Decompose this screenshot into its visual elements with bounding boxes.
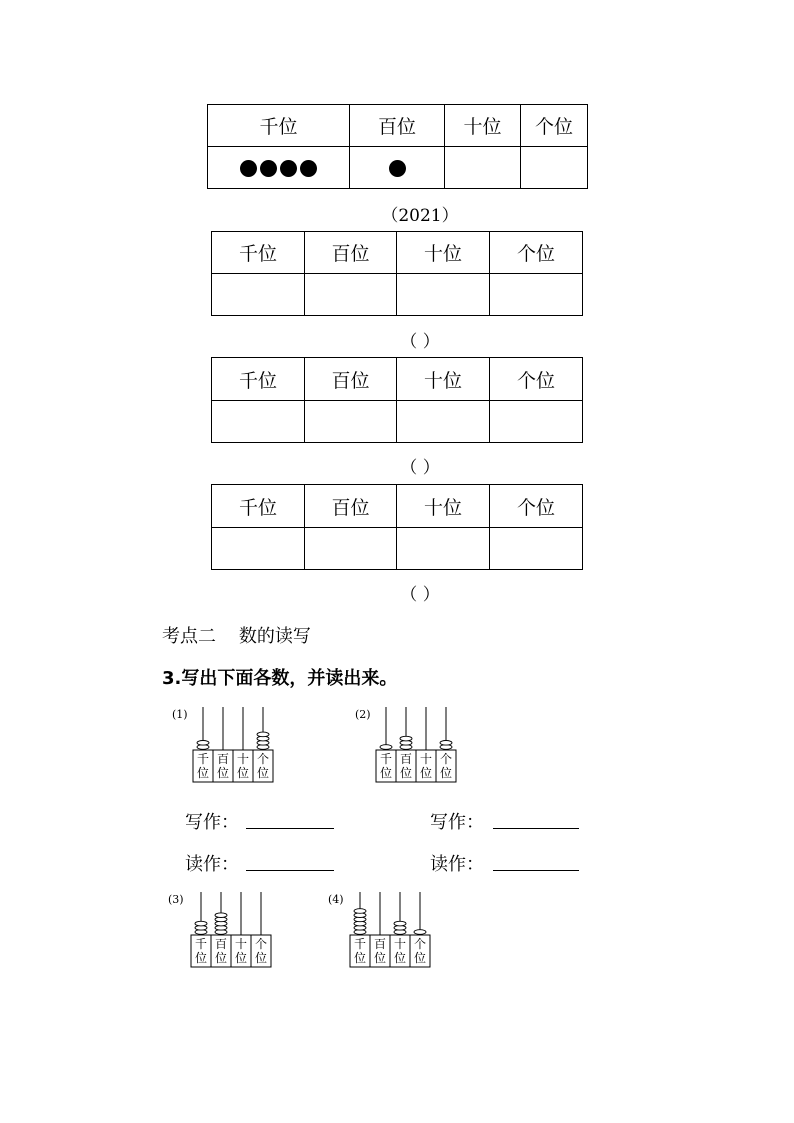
header-tens: 十位 [445, 105, 521, 147]
abacus-column-label: 位 [353, 951, 367, 965]
abacus-column-label: 千 [379, 752, 393, 766]
dots-hundreds [350, 147, 445, 189]
abacus-1-tag: (1) [172, 708, 188, 721]
abacus-bead [195, 921, 207, 926]
place-value-table-1 [207, 104, 588, 189]
dots-tens [445, 147, 521, 189]
abacus-drawing [375, 705, 457, 784]
abacus-column-label: 位 [196, 766, 210, 780]
counter-dot [260, 160, 277, 177]
table4-caption[interactable]: （ ） [400, 585, 440, 605]
abacus-drawing [192, 705, 274, 784]
abacus-column-label: 千 [194, 937, 208, 951]
abacus-column-label: 位 [236, 766, 250, 780]
table2-caption[interactable]: （ ） [400, 332, 440, 352]
abacus-drawing [349, 890, 431, 969]
header-ones: 个位 [490, 358, 583, 401]
empty-cell[interactable] [490, 528, 583, 570]
abacus-bead [197, 741, 209, 746]
abacus-2 [375, 705, 457, 784]
abacus-drawing [190, 890, 272, 969]
header-ones: 个位 [521, 105, 588, 147]
abacus-column-label: 个 [256, 752, 270, 766]
header-thousands: 千位 [212, 232, 305, 274]
abacus-2-tag: (2) [355, 708, 371, 721]
abacus-column-label: 位 [216, 766, 230, 780]
header-thousands: 千位 [212, 358, 305, 401]
place-value-table-3 [211, 357, 583, 443]
abacus-column-label: 位 [419, 766, 433, 780]
header-thousands: 千位 [208, 105, 350, 147]
question-3: 3.写出下面各数，并读出来。 [162, 668, 398, 689]
counter-dot [300, 160, 317, 177]
abacus-column-label: 位 [256, 766, 270, 780]
abacus-column-label: 位 [399, 766, 413, 780]
abacus-3-tag: (3) [168, 893, 184, 906]
abacus-bead [400, 736, 412, 741]
counter-dot [240, 160, 257, 177]
table1-caption: （2021） [381, 206, 459, 226]
empty-cell[interactable] [490, 274, 583, 316]
header-ones: 个位 [490, 232, 583, 274]
abacus-bead [414, 930, 426, 935]
abacus-column-label: 十 [236, 752, 250, 766]
abacus-column-label: 位 [214, 951, 228, 965]
empty-cell[interactable] [212, 274, 305, 316]
table3-caption[interactable]: （ ） [400, 458, 440, 478]
abacus-column-label: 十 [393, 937, 407, 951]
abacus-column-label: 千 [196, 752, 210, 766]
header-hundreds: 百位 [305, 232, 397, 274]
place-value-table-2 [211, 231, 583, 316]
abacus-column-label: 个 [439, 752, 453, 766]
write-label-2: 写作： [430, 812, 484, 833]
empty-cell[interactable] [212, 528, 305, 570]
abacus-column-label: 十 [234, 937, 248, 951]
place-value-table-4 [211, 484, 583, 570]
empty-cell[interactable] [305, 528, 397, 570]
abacus-column-label: 百 [399, 752, 413, 766]
write-answer-1[interactable] [246, 828, 334, 829]
abacus-column-label: 位 [379, 766, 393, 780]
empty-cell[interactable] [397, 274, 490, 316]
header-tens: 十位 [397, 232, 490, 274]
abacus-bead [380, 745, 392, 750]
empty-cell[interactable] [305, 401, 397, 443]
abacus-column-label: 位 [234, 951, 248, 965]
read-label-2: 读作： [430, 854, 484, 875]
abacus-1 [192, 705, 274, 784]
empty-cell[interactable] [490, 401, 583, 443]
empty-cell[interactable] [212, 401, 305, 443]
header-hundreds: 百位 [305, 358, 397, 401]
counter-dot [280, 160, 297, 177]
abacus-4 [349, 890, 431, 969]
header-tens: 十位 [397, 358, 490, 401]
empty-cell[interactable] [305, 274, 397, 316]
abacus-column-label: 位 [413, 951, 427, 965]
abacus-column-label: 千 [353, 937, 367, 951]
abacus-bead [440, 741, 452, 746]
header-ones: 个位 [490, 485, 583, 528]
abacus-column-label: 个 [413, 937, 427, 951]
abacus-4-tag: (4) [328, 893, 344, 906]
write-answer-2[interactable] [493, 828, 579, 829]
read-label-1: 读作： [185, 854, 239, 875]
dots-ones [521, 147, 588, 189]
abacus-bead [215, 913, 227, 918]
abacus-column-label: 位 [439, 766, 453, 780]
abacus-column-label: 十 [419, 752, 433, 766]
counter-dot [389, 160, 406, 177]
empty-cell[interactable] [397, 528, 490, 570]
dots-thousands [208, 147, 350, 189]
abacus-bead [354, 909, 366, 914]
abacus-column-label: 百 [373, 937, 387, 951]
abacus-column-label: 位 [373, 951, 387, 965]
header-hundreds: 百位 [305, 485, 397, 528]
section-title: 考点二 数的读写 [162, 626, 311, 647]
abacus-column-label: 位 [393, 951, 407, 965]
write-label-1: 写作： [185, 812, 239, 833]
read-answer-1[interactable] [246, 870, 334, 871]
header-hundreds: 百位 [350, 105, 445, 147]
abacus-column-label: 位 [194, 951, 208, 965]
abacus-column-label: 百 [216, 752, 230, 766]
abacus-bead [394, 921, 406, 926]
header-thousands: 千位 [212, 485, 305, 528]
abacus-column-label: 个 [254, 937, 268, 951]
abacus-column-label: 百 [214, 937, 228, 951]
abacus-3 [190, 890, 272, 969]
read-answer-2[interactable] [493, 870, 579, 871]
abacus-column-label: 位 [254, 951, 268, 965]
abacus-bead [257, 732, 269, 737]
empty-cell[interactable] [397, 401, 490, 443]
header-tens: 十位 [397, 485, 490, 528]
